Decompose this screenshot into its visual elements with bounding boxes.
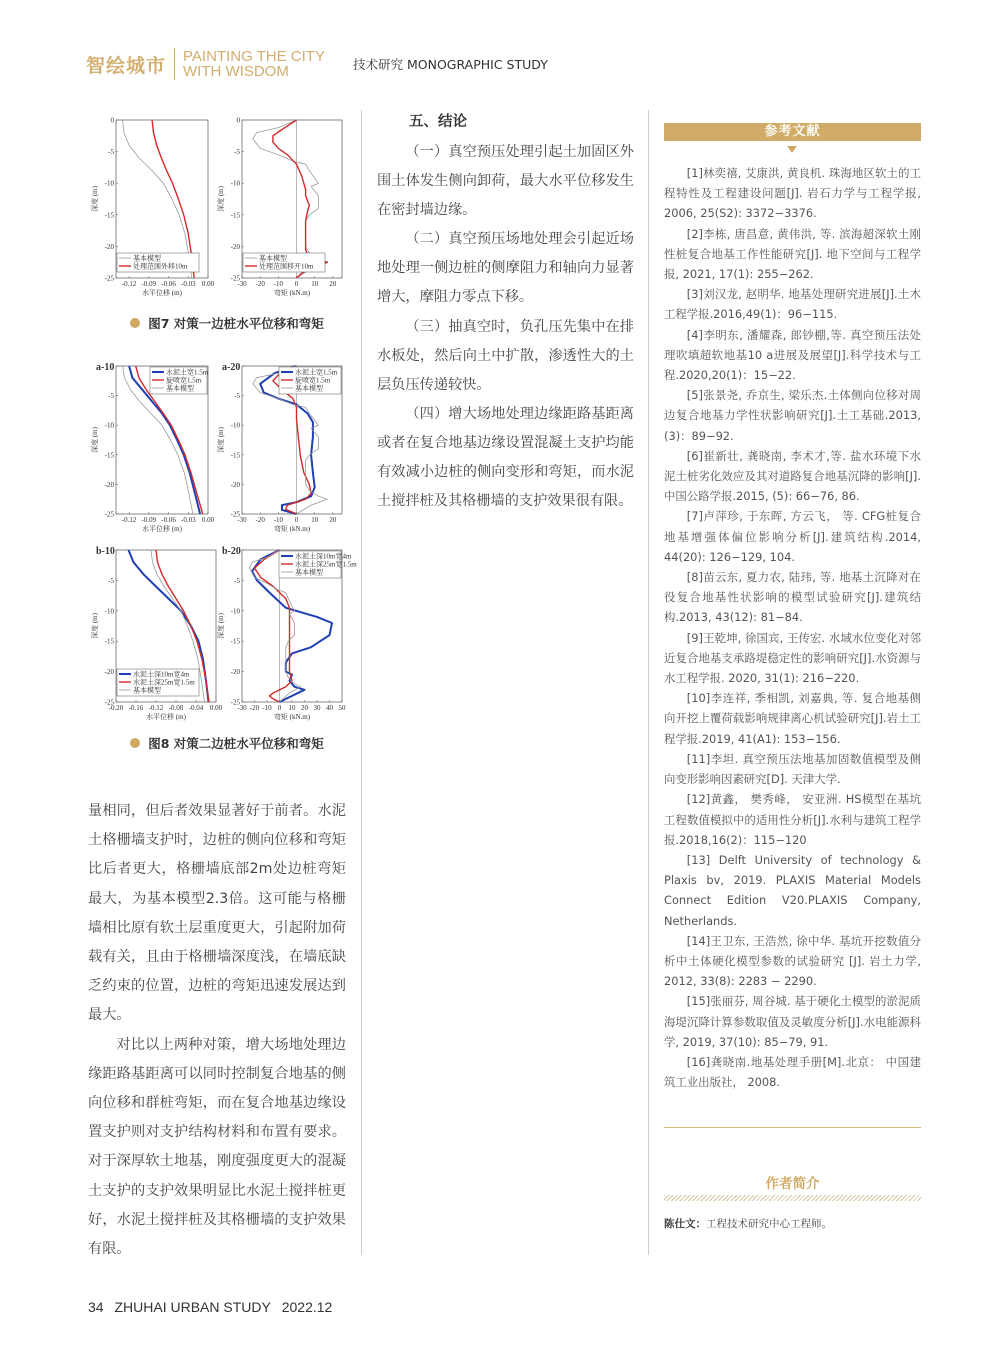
page-number: 34 (88, 1299, 104, 1315)
y-tick-label: -25 (230, 274, 240, 283)
x-tick-label: -20 (255, 516, 265, 524)
y-tick-label: -5 (234, 576, 240, 585)
y-tick-label: -25 (104, 698, 114, 707)
legend-label: 基本模型 (295, 384, 323, 393)
y-tick-label: -25 (230, 510, 240, 519)
figure-7-caption-text: 图7 对策一边桩水平位移和弯矩 (148, 316, 324, 331)
figure-8-caption (102, 734, 352, 752)
page-footer (88, 1299, 339, 1315)
reference-item: [14]王卫东, 王浩然, 徐中华. 基坑开挖数值分析中土体硬化模型参数的试验研究 [J]. 岩土力学, 2012, 33(8): 2283 − 2290. (664, 933, 921, 989)
y-tick-label: -20 (230, 668, 240, 677)
author-stripe-divider (664, 1195, 921, 1201)
y-tick-label: -15 (104, 211, 114, 220)
legend-label: 处理范围外移10m (133, 262, 188, 271)
panel-label: b-10 (96, 546, 115, 557)
x-tick-label: -30 (237, 516, 247, 524)
x-tick-label: 0.00 (209, 704, 223, 712)
x-tick-label: 40 (326, 704, 333, 712)
legend-label: 处理范围移开10m (259, 262, 314, 271)
y-tick-label: -25 (104, 274, 114, 283)
y-tick-label: -10 (230, 179, 240, 188)
figure-7-plots (92, 112, 352, 302)
x-tick-label: -0.06 (161, 280, 176, 288)
y-tick-label: -10 (104, 607, 114, 616)
column-divider-left (361, 110, 362, 1255)
x-tick-label: -0.12 (121, 280, 137, 288)
column-divider-right (648, 110, 649, 1255)
x-tick-label: -10 (262, 704, 272, 712)
y-tick-label: -20 (230, 480, 240, 489)
y-axis-label: 深度 (m) (217, 613, 225, 639)
y-tick-label: -5 (108, 392, 114, 401)
brand-en-line2: WITH WISDOM (183, 63, 289, 80)
chart-fig8-b2 (216, 546, 357, 721)
y-tick-label: -10 (230, 607, 240, 616)
x-tick-label: -0.12 (121, 516, 137, 524)
figure-8-row-b (91, 542, 357, 724)
reference-item: [15]张丽芬, 周谷城. 基于硬化土模型的淤泥质海堤沉降计算参数取值及灵敏度分析[J].水电能源科学, 2019, 37(10): 85−79, 91. (664, 994, 921, 1049)
y-axis-label: 深度 (m) (91, 613, 99, 639)
x-tick-label: 20 (301, 704, 308, 712)
x-tick-label: 10 (288, 704, 296, 712)
caption-bullet-icon (130, 738, 140, 748)
references-heading: 参考文献 (664, 123, 921, 141)
x-axis-label: 水平位移 (m) (142, 525, 182, 533)
x-tick-label: -0.06 (161, 516, 176, 524)
legend (117, 253, 199, 272)
legend (243, 253, 325, 272)
x-tick-label: 10 (311, 516, 319, 524)
x-tick-label: 30 (313, 704, 321, 712)
y-tick-label: -10 (230, 421, 240, 430)
paragraph: 量相同，但后者效果显著好于前者。水泥土格栅墙支护时，边桩的侧向位移和弯矩比后者更大，格栅墙底部2m处边桩弯矩最大，为基本模型2.3倍。这可能与格栅墙相比原有软土层重度更大，引起附加荷载有关，且由于格栅墙深度浅，在墙底缺乏约束的位置，边桩的弯矩迅速发展达到最大。 (88, 803, 346, 1024)
chart-fig8-a2 (216, 362, 342, 533)
brand-divider (174, 48, 175, 80)
x-tick-label: 0 (277, 704, 282, 712)
x-tick-label: -0.03 (180, 280, 196, 288)
legend-label: 基本模型 (165, 384, 194, 393)
conclusion-paragraph: （一）真空预压处理引起土加固区外围土体发生侧向卸荷，最大水平位移发生在密封墙边缘。 (377, 144, 634, 219)
y-tick-label: -5 (108, 576, 114, 585)
author-bio (664, 1216, 921, 1231)
figure-8 (91, 358, 357, 752)
section-tag: 技术研究 MONOGRAPHIC STUDY (353, 57, 548, 72)
x-tick-label: -20 (249, 704, 260, 712)
y-tick-label: -10 (104, 421, 114, 430)
y-tick-label: -5 (234, 148, 240, 157)
legend-label: 基本模型 (133, 686, 161, 695)
y-tick-label: -5 (234, 392, 240, 401)
y-tick-label: -20 (104, 242, 114, 251)
legend (117, 669, 199, 696)
x-tick-label: -10 (273, 280, 284, 288)
y-tick-label: -15 (230, 451, 240, 460)
x-tick-label: -10 (273, 516, 284, 524)
conclusion-section (377, 111, 634, 516)
x-tick-label: 0 (294, 280, 299, 288)
journal-name: ZHUHAI URBAN STUDY (114, 1299, 271, 1315)
panel-label: a-20 (222, 362, 241, 373)
conclusion-heading: 五、结论 (409, 114, 467, 130)
reference-item: [7]卢萍珍, 于东晖, 方云飞， 等. CFG桩复合地基增强体偏位影响分析[J].建筑结构.2014, 44(20): 126−129, 104. (664, 509, 921, 564)
y-tick-label: -15 (104, 451, 114, 460)
legend-label: 旋喷宽1.5m (295, 376, 331, 385)
legend (279, 367, 341, 394)
reference-item: [8]苗云东, 夏力农, 陆玮, 等. 地基土沉降对在役复合地基性状影响的模型试验研究[J].建筑结构.2013, 43(12): 81−84. (664, 570, 921, 625)
legend-label: 旋喷宽1.5m (165, 376, 202, 385)
triangle-down-icon (787, 146, 797, 153)
x-tick-label: -30 (237, 704, 247, 712)
x-tick-label: -0.12 (148, 704, 164, 712)
x-axis-label: 弯矩 (kN.m) (273, 289, 311, 297)
x-tick-label: -0.03 (180, 516, 196, 524)
y-tick-label: -20 (104, 480, 114, 489)
y-tick-label: -15 (230, 211, 240, 220)
reference-item: [3]刘汉龙, 赵明华. 地基处理研究进展[J].土木工程学报.2016,49(1)：96−115. (664, 287, 921, 322)
x-tick-label: 50 (338, 704, 346, 712)
chart-fig7-left (90, 117, 215, 298)
y-tick-label: 0 (110, 116, 114, 125)
y-tick-label: -10 (104, 179, 114, 188)
left-body-text (88, 797, 346, 1264)
y-tick-label: -25 (104, 510, 114, 519)
figure-7-caption (102, 314, 352, 332)
x-tick-label: -20 (255, 280, 265, 288)
x-tick-label: 20 (329, 280, 337, 288)
y-tick-label: -20 (104, 668, 114, 677)
legend (150, 367, 209, 394)
y-axis-label: 深度 (m) (217, 427, 225, 453)
legend-label: 水泥土深25m宽1.5m (133, 678, 195, 687)
reference-item: [2]李栋, 唐昌意, 黄伟洪, 等. 滨海超深软土刚性桩复合地基工作性能研究[J]. 地下空间与工程学报, 2021, 17(1): 255−262. (664, 226, 921, 282)
x-tick-label: -0.09 (141, 280, 157, 288)
legend-label: 水泥土深10m宽4m (295, 552, 352, 561)
panel-label: a-10 (96, 362, 115, 373)
panel-label: b-20 (222, 546, 241, 557)
y-tick-label: -20 (230, 242, 240, 251)
legend-label: 水泥土宽1.5m (165, 368, 209, 377)
legend-label: 水泥土深25m宽1.5m (295, 560, 357, 569)
x-tick-label: 10 (311, 280, 319, 288)
masthead (86, 46, 325, 82)
conclusion-paragraph: （四）增大场地处理边缘距路基距离或者在复合地基边缘设置混凝土支护均能有效减小边桩的侧向变形和弯矩，而水泥土搅拌桩及其格栅墙的支护效果很有限。 (377, 405, 634, 510)
reference-item: [11]李坦. 真空预压法地基加固数值模型及侧向变形影响因素研究[D]. 天津大学. (664, 751, 921, 787)
y-tick-label: 0 (236, 116, 240, 125)
references-divider (664, 1127, 921, 1128)
x-tick-label: 0.00 (201, 280, 215, 288)
x-tick-label: -0.16 (128, 704, 144, 712)
reference-item: [5]张景尧, 乔京生, 梁乐杰.土体侧向位移对周边复合地基力学性状影响研究[J].土工基础.2013,(3)：89−92. (664, 388, 921, 443)
legend-label: 水泥土宽1.5m (295, 368, 338, 377)
chart-fig7-right (216, 117, 342, 298)
reference-item: [13] Delft University of technology & Plaxis bv, 2019. PLAXIS Material Models Connect Edition V20.PLAXIS Company, Netherlands. (664, 852, 921, 928)
reference-item: [12]黄鑫， 樊秀峰， 安亚洲. HS模型在基坑工程数值模拟中的适用性分析[J].水利与建筑工程学报.2018,16(2)：115−120 (664, 792, 921, 847)
legend-label: 基本模型 (295, 568, 323, 577)
reference-item: [4]李明东, 潘耀森, 郎钞棚,等. 真空预压法处理吹填超软地基10 a进展及展望[J].科学技术与工程.2020,20(1)：15−22. (664, 327, 921, 383)
brand-en-line1: PAINTING THE CITY (183, 48, 325, 65)
x-tick-label: -30 (237, 280, 247, 288)
caption-bullet-icon (130, 318, 140, 328)
y-tick-label: -5 (108, 148, 114, 157)
chart-fig8-b1 (90, 546, 223, 721)
issue: 2022.12 (281, 1299, 333, 1315)
x-tick-label: 0.00 (201, 516, 215, 524)
legend-label: 水泥土深10m宽4m (133, 670, 190, 679)
reference-item: [10]李连祥, 季相凯, 刘嘉典, 等. 复合地基侧向开挖上覆荷载影响规律离心机试验研究[J].岩土工程学报.2019, 41(A1): 153−156. (664, 691, 921, 746)
reference-item: [16]龚晓南.地基处理手册[M].北京： 中国建筑工业出版社， 2008. (664, 1054, 921, 1090)
author-desc: 工程技术研究中心工程师。 (706, 1218, 832, 1230)
figure-8-row-a (92, 358, 352, 536)
y-axis-label: 深度 (m) (217, 186, 225, 212)
legend-label: 基本模型 (133, 254, 161, 263)
conclusion-paragraph: （三）抽真空时，负孔压先集中在排水板处，然后向土中扩散，渗透性大的土层负压传递较快。 (377, 318, 634, 393)
x-tick-label: -0.09 (141, 516, 157, 524)
figure-8-caption-text: 图8 对策二边桩水平位移和弯矩 (148, 736, 324, 751)
figure-7 (92, 112, 352, 332)
brand-cn: 智绘城市 (86, 54, 167, 77)
x-axis-label: 水平位移 (m) (146, 713, 186, 721)
y-tick-label: -15 (104, 637, 114, 646)
reference-item: [1]林奕禧, 艾康洪, 黄良机. 珠海地区软土的工程特性及工程建设问题[J]. 岩石力学与工程学报, 2006, 25(S2): 3372−3376. (664, 166, 921, 221)
reference-item: [6]崔新壮, 龚晓南, 李术才,等. 盐水环境下水泥土桩劣化效应及其对道路复合地基沉降的影响[J].中国公路学报.2015, (5): 66−76, 86. (664, 448, 921, 504)
author-heading: 作者简介 (765, 1176, 820, 1192)
conclusion-paragraph: （二）真空预压场地处理会引起近场地处理一侧边桩的侧摩阻力和轴向力显著增大，摩阻力零点下移。 (377, 231, 634, 306)
y-axis-label: 深度 (m) (91, 186, 99, 212)
x-axis-label: 弯矩 (kN.m) (273, 713, 311, 721)
chart-fig8-a1 (90, 362, 215, 533)
x-tick-label: 20 (329, 516, 337, 524)
paragraph: 对比以上两种对策，增大场地处理边缘距路基距离可以同时控制复合地基的侧向位移和群桩弯矩，而在复合地基边缘设置支护则对支护结构材料和布置有要求。对于深厚软土地基，刚度强度更大的混凝土支护的支护效果明显比水泥土搅拌桩更好，水泥土搅拌桩及其格栅墙的支护效果有限。 (88, 1036, 346, 1258)
x-tick-label: -0.20 (108, 704, 124, 712)
legend-label: 基本模型 (259, 254, 287, 263)
y-tick-label: -15 (230, 637, 240, 646)
x-tick-label: 0 (294, 516, 299, 524)
brand-en (183, 49, 325, 79)
author-name: 陈仕文： (664, 1218, 706, 1230)
y-axis-label: 深度 (m) (91, 427, 99, 453)
x-tick-label: -0.04 (188, 704, 204, 712)
y-tick-label: -25 (230, 698, 240, 707)
x-axis-label: 弯矩 (kN.m) (273, 525, 311, 533)
reference-item: [9]王乾坤, 徐国宾, 王传宏. 水域水位变化对邻近复合地基支承路堤稳定性的影响研究[J].水资源与水工程学报. 2020, 31(1): 216−220. (664, 630, 921, 686)
legend (279, 551, 357, 578)
references-list (664, 163, 921, 1092)
x-axis-label: 水平位移 (m) (142, 289, 182, 297)
x-tick-label: -0.08 (168, 704, 184, 712)
